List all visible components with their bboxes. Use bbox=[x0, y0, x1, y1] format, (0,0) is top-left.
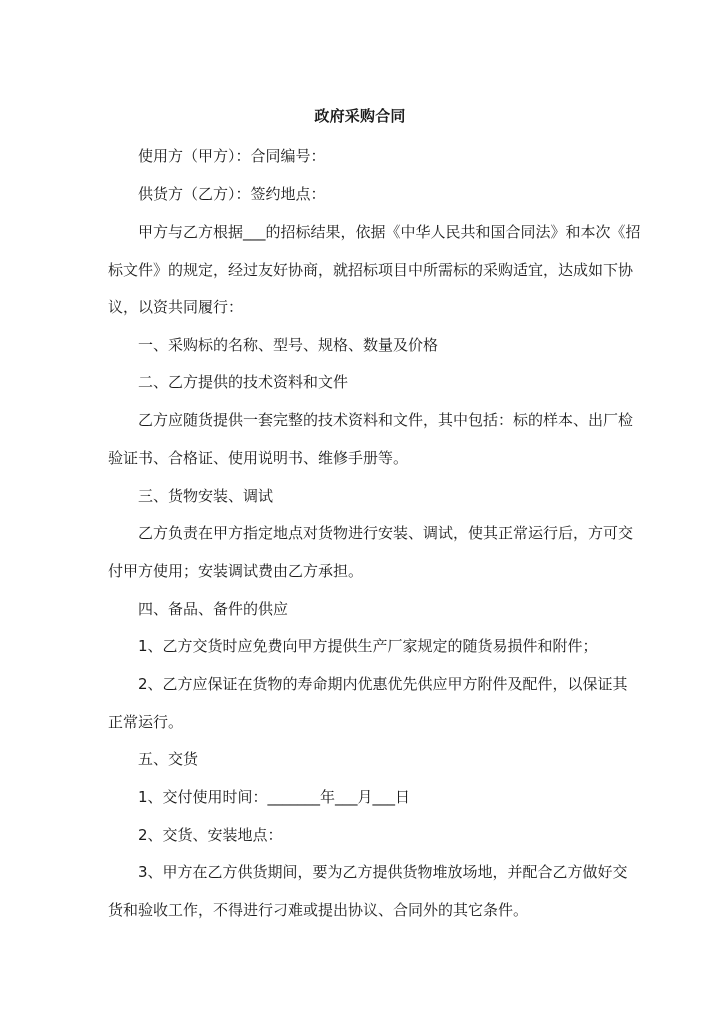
section-4-item-2-line-2: 正常运行。 bbox=[108, 713, 184, 731]
intro-paragraph-line-1: 甲方与乙方根据___的招标结果，依据《中华人民共和国合同法》和本次《招 bbox=[138, 223, 641, 241]
section-5-item-3-line-2: 货和验收工作，不得进行刁难或提出协议、合同外的其它条件。 bbox=[108, 901, 529, 919]
section-5-item-3-line-1: 3、甲方在乙方供货期间，要为乙方提供货物堆放场地，并配合乙方做好交 bbox=[138, 863, 628, 881]
document-title: 政府采购合同 bbox=[314, 107, 406, 125]
party-a-line: 使用方（甲方）：合同编号： bbox=[138, 147, 326, 165]
section-5-item-1: 1、交付使用时间：_______年___月___日 bbox=[138, 788, 411, 806]
section-5-item-2: 2、交货、安装地点： bbox=[138, 826, 283, 844]
intro-paragraph-line-2: 标文件》的规定，经过友好协商，就招标项目中所需标的采购适宜，达成如下协 bbox=[108, 261, 634, 279]
section-5-heading: 五、交货 bbox=[138, 750, 199, 768]
section-4-item-2-line-1: 2、乙方应保证在货物的寿命期内优惠优先供应甲方附件及配件，以保证其 bbox=[138, 675, 628, 693]
section-2-heading: 二、乙方提供的技术资料和文件 bbox=[138, 373, 349, 391]
party-b-line: 供货方（乙方）：签约地点： bbox=[138, 185, 326, 203]
section-2-paragraph-line-2: 验证书、合格证、使用说明书、维修手册等。 bbox=[108, 449, 409, 467]
section-3-paragraph-line-2: 付甲方使用；安装调试费由乙方承担。 bbox=[108, 562, 364, 580]
intro-paragraph-line-3: 议，以资共同履行： bbox=[108, 298, 244, 316]
section-2-paragraph-line-1: 乙方应随货提供一套完整的技术资料和文件，其中包括：标的样本、出厂检 bbox=[138, 411, 634, 429]
section-1-heading: 一、采购标的名称、型号、规格、数量及价格 bbox=[138, 336, 439, 354]
section-4-item-1: 1、乙方交货时应免费向甲方提供生产厂家规定的随货易损件和附件； bbox=[138, 637, 598, 655]
section-4-heading: 四、备品、备件的供应 bbox=[138, 600, 289, 618]
section-3-heading: 三、货物安装、调试 bbox=[138, 487, 274, 505]
section-3-paragraph-line-1: 乙方负责在甲方指定地点对货物进行安装、调试，使其正常运行后，方可交 bbox=[138, 524, 634, 542]
